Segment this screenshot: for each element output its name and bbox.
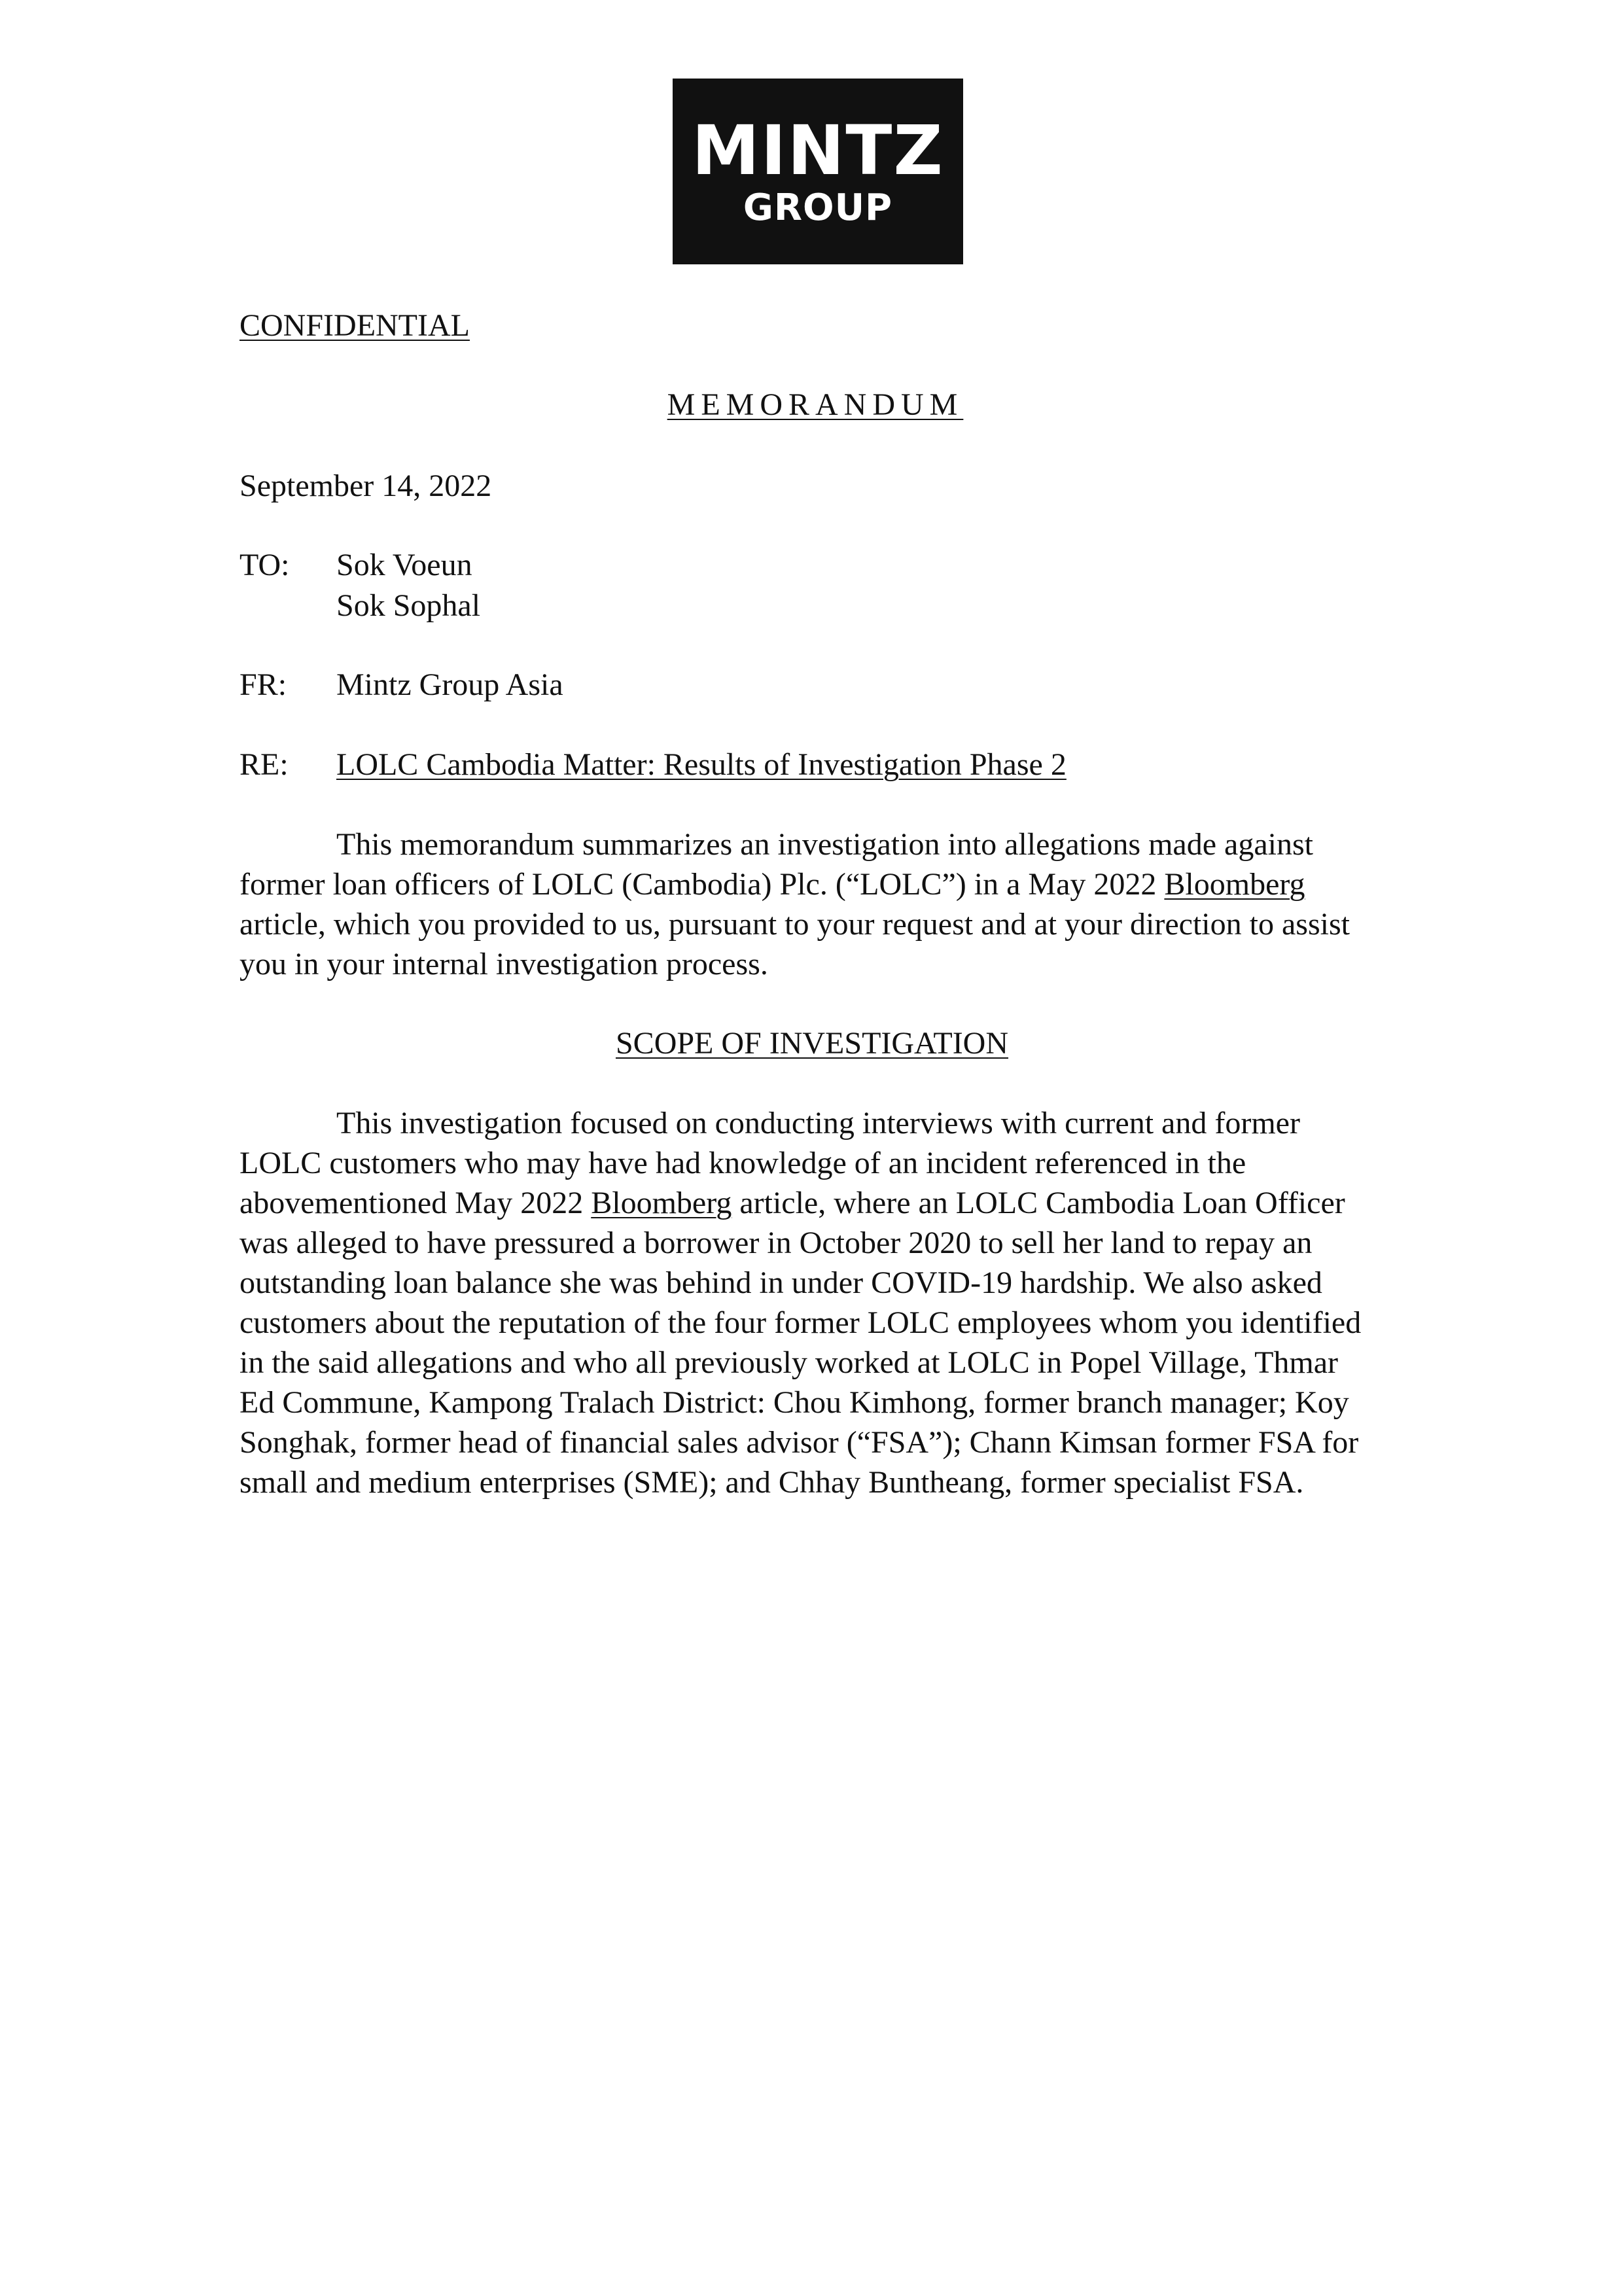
to-label: TO:: [239, 548, 290, 582]
publication-name: Bloomberg: [1164, 867, 1305, 902]
text-run: small and medium enterprises (SME); and Chhay Buntheang, former specialist FSA.: [239, 1465, 1304, 1500]
mintz-group-logo: [673, 79, 963, 264]
paragraph-line: [239, 1462, 1386, 1502]
subject-value: LOLC Cambodia Matter: Results of Investigation Phase 2: [336, 747, 1067, 782]
intro-paragraph: [239, 824, 1386, 984]
text-run: This investigation focused on conducting interviews with current and former: [336, 1106, 1300, 1140]
paragraph-line: [239, 1383, 1386, 1422]
text-run: article, where an LOLC Cambodia Loan Officer: [732, 1186, 1345, 1220]
paragraph-line: [239, 1103, 1386, 1143]
paragraph-line: [239, 1143, 1386, 1183]
text-run: former loan officers of LOLC (Cambodia) Plc. (“LOLC”) in a May 2022: [239, 867, 1165, 902]
paragraph-line: [239, 1223, 1386, 1263]
text-run: This memorandum summarizes an investigation into allegations made against: [336, 827, 1313, 862]
text-run: article, which you provided to us, pursuant to your request and at your direction to assist: [239, 907, 1350, 942]
logo-line-2: GROUP: [743, 186, 893, 229]
paragraph-line: [239, 824, 1386, 864]
scope-heading-text: SCOPE OF INVESTIGATION: [615, 1026, 1009, 1061]
publication-name: Bloomberg: [591, 1186, 732, 1220]
from-value: Mintz Group Asia: [336, 667, 563, 702]
text-run: customers about the reputation of the four former LOLC employees whom you identified: [239, 1305, 1362, 1340]
to-recipient: Sok Voeun: [336, 548, 472, 582]
confidential-label: CONFIDENTIAL: [239, 308, 470, 343]
text-run: in the said allegations and who all previously worked at LOLC in Popel Village, Thmar: [239, 1345, 1339, 1380]
memo-title-text: MEMORANDUM: [667, 387, 964, 422]
text-run: outstanding loan balance she was behind in under COVID-19 hardship. We also asked: [239, 1265, 1322, 1300]
scope-paragraph: [239, 1103, 1386, 1502]
memo-title: [0, 385, 1624, 425]
paragraph-line: [239, 1422, 1386, 1462]
from-label: FR:: [239, 667, 287, 702]
scope-heading: [0, 1024, 1624, 1063]
subject-label: RE:: [239, 747, 289, 782]
paragraph-line: [239, 864, 1386, 904]
text-run: Songhak, former head of financial sales advisor (“FSA”); Chann Kimsan former FSA for: [239, 1425, 1359, 1460]
paragraph-line: [239, 904, 1386, 944]
text-run: was alleged to have pressured a borrower in October 2020 to sell her land to repay an: [239, 1226, 1313, 1260]
text-run: abovementioned May 2022: [239, 1186, 591, 1220]
text-run: Ed Commune, Kampong Tralach District: Chou Kimhong, former branch manager; Koy: [239, 1385, 1349, 1420]
text-run: LOLC customers who may have had knowledge of an incident referenced in the: [239, 1146, 1246, 1180]
paragraph-line: [239, 944, 1386, 984]
memo-date: September 14, 2022: [239, 468, 492, 503]
to-recipient: Sok Sophal: [336, 588, 481, 623]
logo-line-1: MINTZ: [692, 111, 944, 190]
paragraph-line: [239, 1183, 1386, 1223]
paragraph-line: [239, 1343, 1386, 1383]
paragraph-line: [239, 1303, 1386, 1343]
paragraph-line: [239, 1263, 1386, 1303]
text-run: you in your internal investigation process.: [239, 947, 768, 981]
